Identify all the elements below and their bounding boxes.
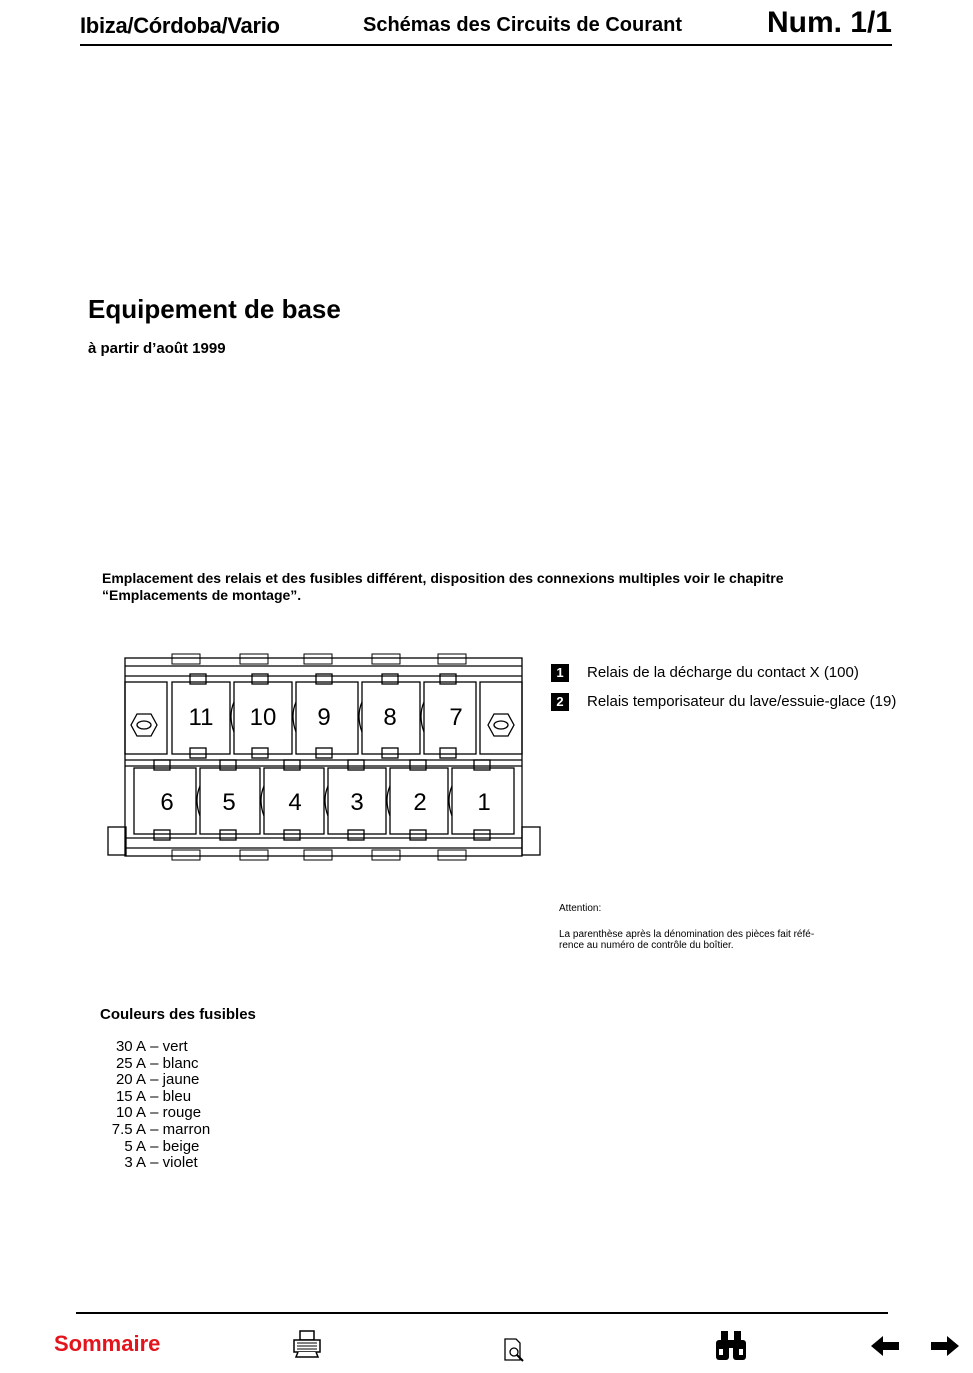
arrow-right-icon[interactable] [929, 1334, 961, 1363]
fuse-color: – vert [150, 1038, 188, 1055]
relay-plate-svg [104, 652, 544, 866]
list-item [99, 1039, 210, 1056]
footer-divider [76, 1312, 888, 1314]
fuse-amp: 7.5 A [111, 1120, 146, 1138]
legend-label: Relais temporisateur du lave/essuie-glace (19) [587, 693, 897, 710]
relay-slot-7: 7 [449, 704, 463, 731]
fuse-amp: 30 A [115, 1038, 146, 1055]
fuse-color: – violet [150, 1154, 198, 1172]
sommaire-link[interactable]: Sommaire [54, 1331, 161, 1356]
page-search-icon[interactable] [502, 1337, 528, 1368]
list-item [99, 1072, 210, 1089]
header-model: Ibiza/Córdoba/Vario [80, 13, 280, 38]
relay-slot-9: 9 [317, 704, 331, 731]
list-item [99, 1122, 210, 1139]
legend-number-badge: 1 [551, 664, 569, 682]
fuse-color: – rouge [150, 1104, 202, 1122]
relay-slot-3: 3 [350, 789, 364, 816]
binoculars-icon[interactable] [712, 1330, 750, 1367]
note-line-2: “Emplacements de montage”. [102, 587, 302, 603]
relay-slot-10: 10 [249, 704, 277, 731]
relay-slot-8: 8 [383, 704, 397, 731]
relay-slot-4: 4 [288, 789, 302, 816]
fuse-amp: 25 A [115, 1054, 146, 1072]
page-title: Equipement de base [88, 294, 341, 324]
fuse-color: – blanc [150, 1054, 199, 1072]
attention-line-2: rence au numéro de contrôle du boîtier. [559, 940, 734, 951]
fuse-amp: 20 A [115, 1071, 146, 1089]
list-item [99, 1056, 210, 1073]
fuse-color: – bleu [150, 1087, 192, 1105]
list-item [99, 1155, 210, 1172]
list-item [99, 1139, 210, 1156]
arrow-left-icon[interactable] [869, 1334, 901, 1363]
list-item [99, 1089, 210, 1106]
page-subtitle: à partir d’août 1999 [88, 340, 226, 357]
attention-text [559, 929, 849, 951]
legend-number-badge: 2 [551, 693, 569, 711]
mounting-note [102, 570, 862, 604]
fuse-color: – jaune [150, 1071, 200, 1089]
relay-slot-11: 11 [188, 704, 214, 731]
fuse-colors-list [99, 1039, 210, 1172]
fuse-amp: 5 A [124, 1137, 146, 1155]
fuse-amp: 10 A [115, 1104, 146, 1122]
fuse-amp: 15 A [115, 1087, 146, 1105]
fuse-color: – beige [150, 1137, 200, 1155]
relay-slot-2: 2 [413, 789, 427, 816]
fuse-colors-title: Couleurs des fusibles [100, 1006, 256, 1023]
relay-slot-5: 5 [222, 789, 236, 816]
note-line-1: Emplacement des relais et des fusibles différent, disposition des connexions multiples voir le chapitre [102, 570, 784, 586]
relay-plate-diagram [104, 652, 544, 871]
list-item [99, 1105, 210, 1122]
relay-slot-1: 1 [477, 789, 491, 816]
relay-slot-6: 6 [160, 789, 174, 816]
legend-label: Relais de la décharge du contact X (100) [587, 664, 859, 681]
header-page-number: Num. 1/1 [766, 6, 892, 39]
attention-title: Attention: [559, 903, 602, 914]
fuse-amp: 3 A [124, 1154, 146, 1172]
fuse-color: – marron [150, 1120, 211, 1138]
header-section: Schémas des Circuits de Courant [363, 14, 682, 36]
printer-icon[interactable] [291, 1329, 323, 1364]
attention-line-1: La parenthèse après la dénomination des pièces fait réfé- [559, 929, 815, 940]
page-header [80, 8, 892, 46]
